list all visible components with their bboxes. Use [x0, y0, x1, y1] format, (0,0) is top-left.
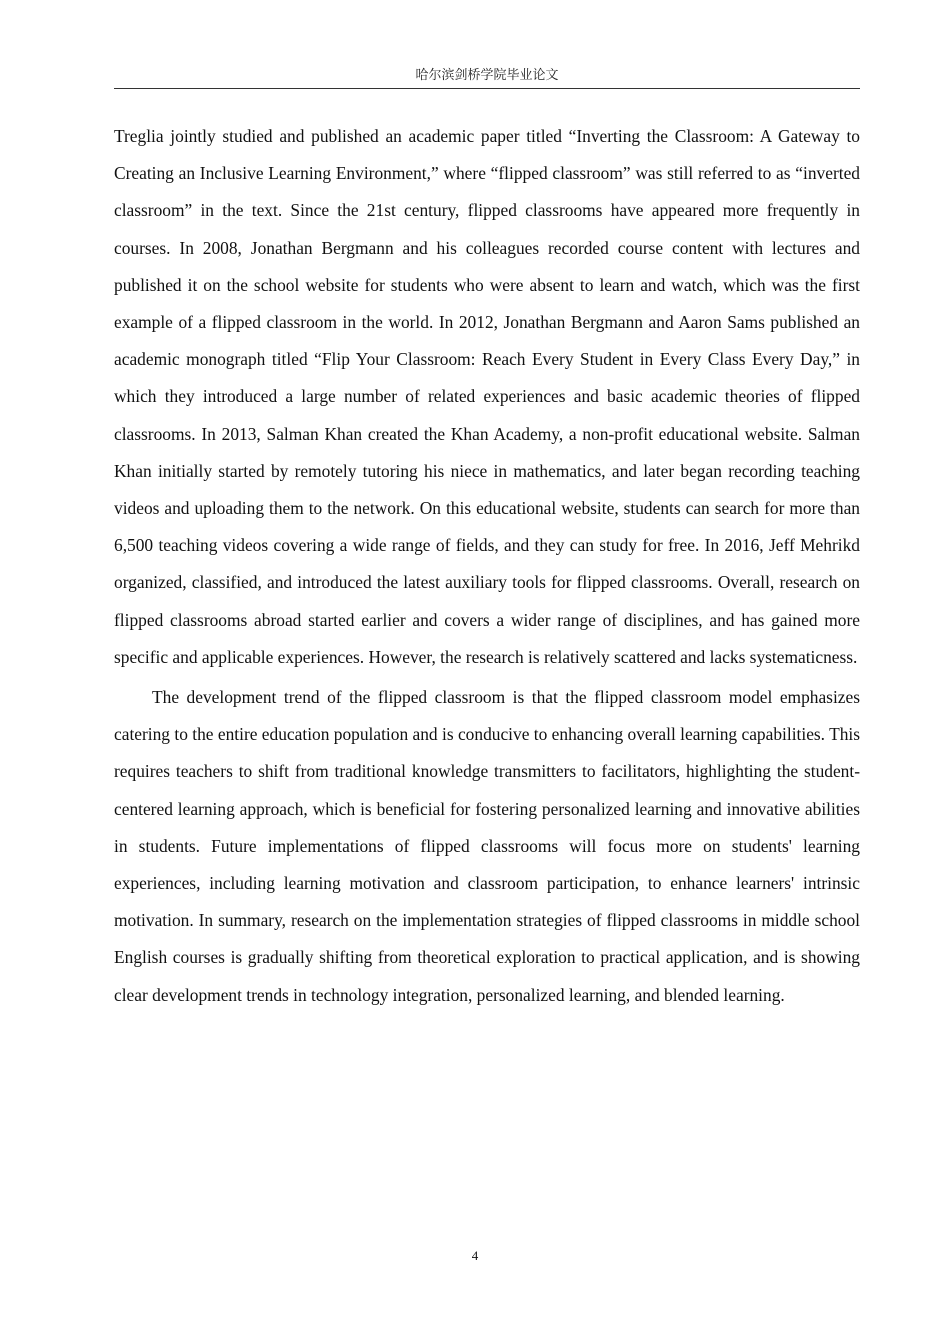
running-header: 哈尔滨剑桥学院毕业论文 — [415, 68, 559, 83]
header-divider — [114, 88, 860, 89]
body-text — [114, 118, 860, 1014]
page-number: 4 — [471, 1248, 479, 1263]
paragraph-continued: Treglia jointly studied and published an academic paper titled “Inverting the Classroom: A Gateway to Creating an Inclusive Learning Environment,” where “flipped classroom” was still referred to as “inverted classroom” in the text. Since the 21st century, flipped classrooms have appeared more frequently in courses. In 2008, Jonathan Bergmann and his colleagues recorded course content with lectures and published it on the school website for students who were absent to learn and watch, which was the first example of a flipped classroom in the world. In 2012, Jonathan Bergmann and Aaron Sams published an academic monograph titled “Flip Your Classroom: Reach Every Student in Every Class Every Day,” in which they introduced a large number of related experiences and basic academic theories of flipped classrooms. In 2013, Salman Khan created the Khan Academy, a non-profit educational website. Salman Khan initially started by remotely tutoring his niece in mathematics, and later began recording teaching videos and uploading them to the network. On this educational website, students can search for more than 6,500 teaching videos covering a wide range of fields, and they can study for free. In 2016, Jeff Mehrikd organized, classified, and introduced the latest auxiliary tools for flipped classrooms. Overall, research on flipped classrooms abroad started earlier and covers a wider range of disciplines, and has gained more specific and applicable experiences. However, the research is relatively scattered and lacks systematicness. — [114, 126, 860, 667]
paragraph-development-trend: The development trend of the flipped classroom is that the flipped classroom model emphasizes catering to the entire education population and is conducive to enhancing overall learning capabilities. This requires teachers to shift from traditional knowledge transmitters to facilitators, highlighting the student-centered learning approach, which is beneficial for fostering personalized learning and innovative abilities in students. Future implementations of flipped classrooms will focus more on students' learning experiences, including learning motivation and classroom participation, to enhance learners' intrinsic motivation. In summary, research on the implementation strategies of flipped classrooms in middle school English courses is gradually shifting from theoretical exploration to practical application, and is showing clear development trends in technology integration, personalized learning, and blended learning. — [114, 687, 860, 1005]
